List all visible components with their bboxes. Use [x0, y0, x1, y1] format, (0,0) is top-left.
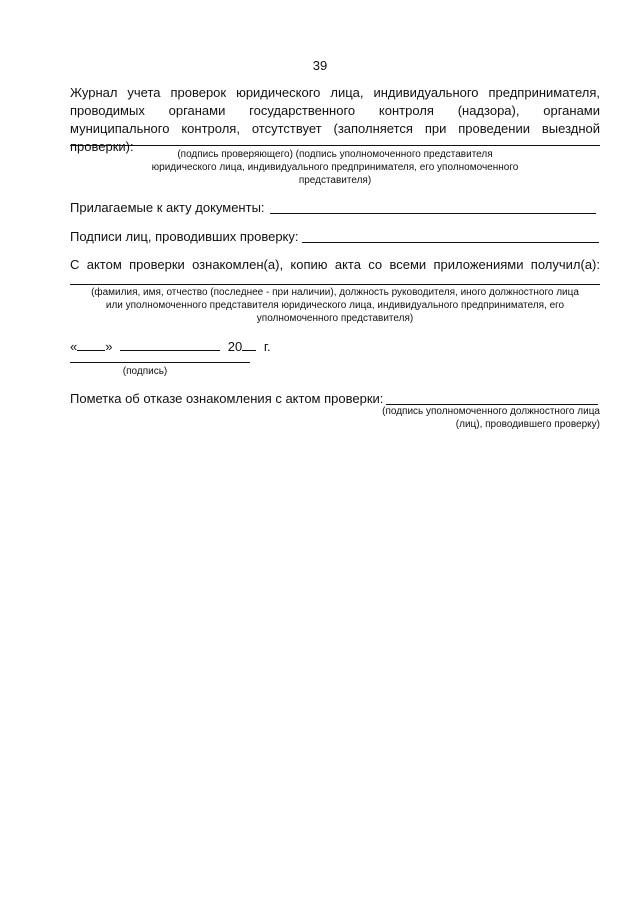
acquainted-signature-line[interactable] [70, 284, 600, 285]
date-close-quote: » [105, 339, 113, 354]
journal-signature-line[interactable] [70, 145, 600, 146]
attached-documents-label: Прилагаемые к акту документы: [70, 200, 265, 215]
year-prefix: 20 [227, 339, 243, 354]
month-blank[interactable] [120, 338, 220, 351]
acquainted-caption-line-1: (фамилия, имя, отчество (последнее - при наличии), должность руководителя, иного должностного лица [91, 287, 579, 298]
acquainted-caption-line-3: уполномоченного представителя) [256, 313, 414, 324]
attached-documents-line[interactable] [270, 213, 596, 214]
date-row [70, 338, 271, 356]
inspectors-signatures-label: Подписи лиц, проводивших проверку: [70, 229, 299, 244]
refusal-label: Пометка об отказе ознакомления с актом проверки: [70, 391, 384, 406]
inspectors-signatures-row [70, 228, 299, 246]
refusal-caption [300, 405, 600, 431]
year-blank[interactable] [242, 338, 256, 351]
journal-caption-line-2: юридического лица, индивидуального предпринимателя, его уполномоченного [151, 162, 519, 173]
inspectors-signatures-line[interactable] [302, 242, 599, 243]
journal-caption [70, 148, 600, 187]
year-suffix: г. [263, 339, 271, 354]
day-blank[interactable] [77, 338, 105, 351]
date-signature-caption: (подпись) [122, 366, 168, 377]
journal-caption-line-3: представителя) [298, 175, 372, 186]
attached-documents-row [70, 199, 265, 217]
page-number: 39 [312, 58, 328, 73]
journal-caption-line-1: (подпись проверяющего) (подпись уполномоченного представителя [177, 149, 493, 160]
acquainted-caption [62, 286, 608, 325]
acquainted-caption-line-2: или уполномоченного представителя юридического лица, индивидуального предпринимателя, его [105, 300, 565, 311]
journal-paragraph: Журнал учета проверок юридического лица, индивидуального предпринимателя, проводимых органами государственного контроля (надзора), органами муниципального контроля, отсутствует (заполняется при проведении выездной проверки): [70, 85, 600, 154]
refusal-caption-line-2: (лиц), проводившего проверку) [455, 419, 600, 430]
refusal-caption-line-1: (подпись уполномоченного должностного лица [382, 406, 600, 417]
date-open-quote: « [70, 339, 78, 354]
date-signature-line[interactable] [70, 362, 250, 363]
acquainted-paragraph: С актом проверки ознакомлен(а), копию акта со всеми приложениями получил(а): [70, 257, 600, 272]
